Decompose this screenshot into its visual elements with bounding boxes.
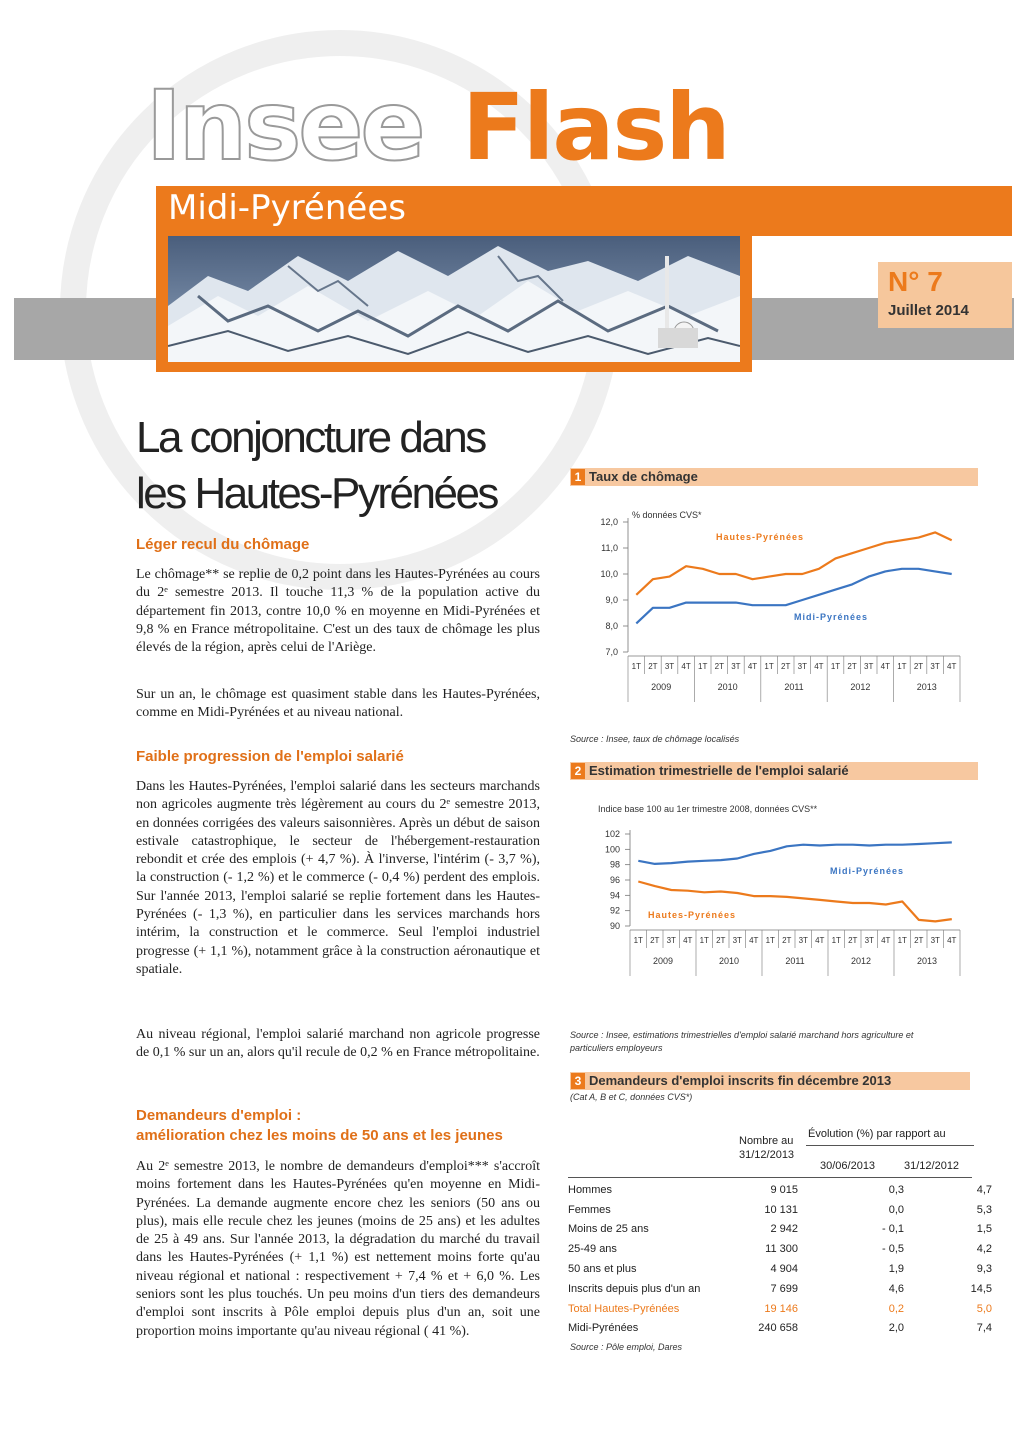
x-tick-label: 4T	[814, 662, 824, 671]
figure-3-subtitle: (Cat A, B et C, données CVS*)	[570, 1092, 693, 1102]
x-tick-label: 2T	[848, 936, 858, 945]
table-cell-e1: - 0,1	[881, 1223, 904, 1236]
table-cell-e1: 1,9	[888, 1263, 904, 1276]
table-cell-count: 9 015	[770, 1183, 798, 1196]
y-tick-label: 98	[609, 859, 620, 870]
table-cell-count: 2 942	[770, 1223, 798, 1236]
table-row	[568, 1299, 992, 1319]
table-row	[568, 1279, 992, 1299]
figure-3-source: Source : Pôle emploi, Dares	[570, 1342, 683, 1352]
series-label: Midi-Pyrénées	[830, 866, 905, 876]
figure-2-source-1: Source : Insee, estimations trimestrielles d'emploi salarié marchand hors agriculture et	[570, 1030, 914, 1040]
figure-2-header	[570, 762, 978, 780]
x-tick-label: 4T	[681, 662, 691, 671]
series-line-1	[638, 842, 952, 864]
table-cell-count: 10 131	[764, 1203, 798, 1216]
table-cell-label: Femmes	[568, 1203, 611, 1216]
table-cell-label: Inscrits depuis plus d'un an	[568, 1282, 701, 1295]
table-row	[568, 1319, 992, 1339]
table-col-count-line2: 31/12/2013	[739, 1149, 795, 1161]
x-tick-label: 4T	[683, 936, 693, 945]
y-tick-label: 12,0	[600, 517, 618, 527]
y-tick-label: 90	[609, 921, 620, 931]
paragraph: Dans les Hautes-Pyrénées, l'emploi salarié dans les secteurs marchands non agricoles augmente très légèrement au cours du 2ᵉ semestre 2013, en données corrigées des valeurs saisonnières. Après un début de saison estivale catastrophique, le secteur de l'hébergement-restauration rebondit et crée des emplois (+ 4,7 %). À l'inverse, l'intérim (- 3,7 %), la construction (- 1,2 %) et le commerce (- 0,4 %) perdent des emplois. Sur l'année 2013, l'emploi salarié se replie fortement dans les Hautes-Pyrénées (- 1,3 %), en particulier dans les services marchands hors intérim, la construction et le commerce. Seul l'emploi industriel progresse (+ 1,1 %), notamment grâce à la construction aéronautique et spatiale.	[136, 779, 540, 977]
figure-3-title: Demandeurs d'emploi inscrits fin décembre 2013	[589, 1073, 892, 1088]
figure-2-source-2: particuliers employeurs	[570, 1043, 663, 1053]
table-row	[568, 1220, 992, 1240]
x-year-label: 2011	[785, 956, 805, 966]
table-col-count-line1: Nombre au	[739, 1135, 794, 1147]
x-tick-label: 1T	[897, 662, 907, 671]
issue-date: Juillet 2014	[888, 302, 969, 319]
table-cell-e1: 0,3	[888, 1183, 904, 1196]
y-tick-label: 96	[609, 875, 620, 885]
section-heading-chomage: Léger recul du chômage	[136, 536, 310, 553]
figure-1-header	[570, 468, 978, 486]
x-tick-label: 3T	[666, 936, 676, 945]
table-cell-e2: 5,3	[976, 1203, 992, 1216]
table-cell-count: 7 699	[770, 1282, 798, 1295]
x-tick-label: 1T	[830, 662, 841, 671]
y-tick-label: 10,0	[600, 569, 618, 579]
article-title-line1: La conjoncture dans	[136, 413, 485, 462]
x-tick-label: 2T	[847, 662, 857, 671]
x-tick-label: 2T	[913, 662, 924, 671]
figure-2-number: 2	[571, 763, 585, 779]
table-cell-count: 19 146	[764, 1302, 798, 1315]
x-tick-label: 3T	[664, 662, 675, 671]
table-header-divider	[806, 1145, 974, 1146]
x-tick-label: 3T	[798, 936, 808, 945]
table-cell-e2: 4,2	[976, 1243, 992, 1256]
x-tick-label: 3T	[930, 936, 940, 945]
section-heading-emploi: Faible progression de l'emploi salarié	[136, 748, 404, 765]
chart-unemployment-rate	[568, 506, 968, 716]
table-row	[568, 1180, 992, 1200]
x-year-label: 2010	[718, 956, 740, 966]
figure-1-source: Source : Insee, taux de chômage localisés	[570, 734, 740, 744]
table-cell-label: Hommes	[568, 1183, 613, 1196]
table-cell-count: 4 904	[770, 1263, 798, 1276]
x-year-label: 2013	[916, 956, 938, 966]
x-tick-label: 3T	[864, 662, 874, 671]
x-tick-label: 4T	[881, 936, 891, 945]
paragraph: Au niveau régional, l'emploi salarié marchand non agricole progresse de 0,1 % sur un an, alors qu'il recule de 0,2 % en France métropolitaine.	[136, 1027, 540, 1061]
table-cell-e1: 4,6	[888, 1282, 904, 1295]
figure-1-title: Taux de chômage	[589, 469, 698, 484]
article-title-line2: les Hautes-Pyrénées	[136, 469, 497, 518]
figure-3-header	[570, 1072, 970, 1090]
x-tick-label: 2T	[650, 936, 660, 945]
table-cell-label: 50 ans et plus	[568, 1263, 637, 1276]
y-tick-label: 11,0	[601, 543, 618, 553]
x-tick-label: 1T	[765, 936, 775, 945]
x-year-label: 2009	[652, 956, 674, 966]
table-cell-e2: 1,5	[976, 1223, 992, 1236]
paragraph: Au 2ᵉ semestre 2013, le nombre de demandeurs d'emploi*** s'accroît moins fortement dans les Hautes-Pyrénées qu'en moyenne en Midi-Pyrénées. La demande augmente encore chez les seniors (50 ans ou plus), mais elle recule chez les jeunes (moins de 25 ans) et les adultes de 25 à 49 ans. Sur l'année 2013, la dégradation du marché du travail dans les Hautes-Pyrénées (+ 1,1 %) est nettement moins forte qu'au niveau régional et national : respectivement + 7,4 % et + 6,0 %. Les seniors sont les plus touchés. Un peu moins d'un tiers des demandeurs d'emploi sont inscrits à Pôle emploi depuis plus d'un an, soit une proportion moins importante qu'au niveau régional ( 41 %).	[136, 1159, 540, 1339]
y-tick-label: 9,0	[605, 595, 618, 605]
x-tick-label: 3T	[731, 662, 741, 671]
x-year-label: 2012	[850, 956, 872, 966]
series-label: Midi-Pyrénées	[794, 612, 869, 622]
table-cell-label: Moins de 25 ans	[568, 1223, 649, 1236]
x-year-label: 2011	[784, 682, 804, 692]
section-heading-demandeurs-1: Demandeurs d'emploi :	[136, 1107, 302, 1124]
y-tick-label: 94	[609, 890, 620, 901]
paragraph: Le chômage** se replie de 0,2 point dans les Hautes-Pyrénées au cours du 2ᵉ semestre 2013. Il touche 11,3 % de la population active du département fin 2013, contre 10,0 % en moyenne en Midi-Pyrénées et 9,8 % en France métropolitaine. C'est un des taux de chômage les plus élevés de la région, après celui de l'Ariège.	[136, 567, 540, 656]
table-cell-e1: 0,0	[888, 1203, 904, 1216]
table-top-rule	[568, 1177, 972, 1178]
x-tick-label: 1T	[699, 936, 709, 945]
x-year-label: 2013	[916, 682, 937, 692]
x-tick-label: 4T	[947, 662, 957, 671]
mountain-photo	[168, 236, 740, 362]
x-tick-label: 1T	[897, 936, 907, 945]
y-tick-label: 8,0	[605, 621, 618, 631]
series-label: Hautes-Pyrénées	[716, 532, 805, 542]
issue-number: N° 7	[888, 266, 943, 297]
table-col-count	[739, 1134, 794, 1162]
x-tick-label: 1T	[764, 662, 774, 671]
x-tick-label: 2T	[914, 936, 924, 945]
x-tick-label: 3T	[930, 662, 940, 671]
x-tick-label: 4T	[815, 936, 825, 945]
table-row	[568, 1239, 992, 1259]
table-cell-e2: 5,0	[976, 1302, 992, 1315]
paragraph: Sur un an, le chômage est quasiment stable dans les Hautes-Pyrénées, comme en Midi-Pyrénées et au niveau national.	[136, 687, 540, 721]
table-cell-e2: 14,5	[970, 1282, 992, 1295]
table-cell-e1: - 0,5	[881, 1243, 904, 1256]
x-tick-label: 2T	[716, 936, 726, 945]
x-tick-label: 1T	[698, 662, 708, 671]
figure-2-title: Estimation trimestrielle de l'emploi salarié	[589, 763, 849, 778]
table-cell-label: Total Hautes-Pyrénées	[568, 1302, 680, 1315]
y-axis-label: % données CVS*	[632, 510, 702, 520]
table-cell-count: 11 300	[765, 1243, 798, 1256]
table-cell-e2: 9,3	[976, 1263, 992, 1276]
x-tick-label: 2T	[648, 662, 658, 671]
table-col-date2: 31/12/2012	[904, 1160, 960, 1172]
x-tick-label: 3T	[732, 936, 742, 945]
x-tick-label: 3T	[864, 936, 874, 945]
y-axis-label: Indice base 100 au 1er trimestre 2008, données CVS**	[598, 804, 818, 814]
y-tick-label: 100	[604, 844, 620, 855]
table-cell-label: Midi-Pyrénées	[568, 1322, 639, 1335]
table-col-date1: 30/06/2013	[820, 1160, 876, 1172]
table-col-evolution: Évolution (%) par rapport au	[808, 1128, 946, 1140]
x-tick-label: 2T	[714, 662, 724, 671]
section-heading-demandeurs-2: amélioration chez les moins de 50 ans et les jeunes	[136, 1127, 503, 1144]
series-label: Hautes-Pyrénées	[648, 910, 737, 920]
x-tick-label: 4T	[880, 662, 890, 671]
x-tick-label: 1T	[633, 936, 643, 945]
x-year-label: 2010	[717, 682, 738, 692]
y-tick-label: 92	[609, 905, 620, 916]
x-year-label: 2009	[651, 682, 672, 692]
y-tick-label: 102	[604, 829, 620, 839]
x-tick-label: 1T	[831, 936, 841, 945]
table-cell-e2: 4,7	[976, 1183, 992, 1196]
table-cell-e1: 2,0	[888, 1322, 904, 1335]
table-cell-count: 240 658	[758, 1322, 798, 1335]
table-row	[568, 1259, 992, 1279]
figure-1-number: 1	[571, 469, 585, 485]
figure-3-number: 3	[571, 1073, 585, 1089]
x-year-label: 2012	[850, 682, 871, 692]
table-row	[568, 1200, 992, 1220]
x-tick-label: 2T	[782, 936, 792, 945]
table-cell-e1: 0,2	[888, 1302, 904, 1315]
chart-salaried-employment	[568, 798, 968, 998]
x-tick-label: 4T	[947, 936, 957, 945]
table-cell-label: 25-49 ans	[568, 1243, 617, 1256]
logo-flash: Flash	[462, 74, 729, 181]
y-tick-label: 7,0	[605, 647, 618, 657]
logo-insee: Insee	[146, 70, 423, 182]
x-tick-label: 4T	[747, 662, 758, 671]
table-cell-e2: 7,4	[976, 1322, 992, 1335]
region-title: Midi-Pyrénées	[168, 188, 406, 228]
x-tick-label: 4T	[749, 936, 759, 945]
x-tick-label: 1T	[631, 662, 641, 671]
x-tick-label: 3T	[797, 662, 807, 671]
x-tick-label: 2T	[781, 662, 791, 671]
jobseekers-table	[568, 1180, 992, 1338]
